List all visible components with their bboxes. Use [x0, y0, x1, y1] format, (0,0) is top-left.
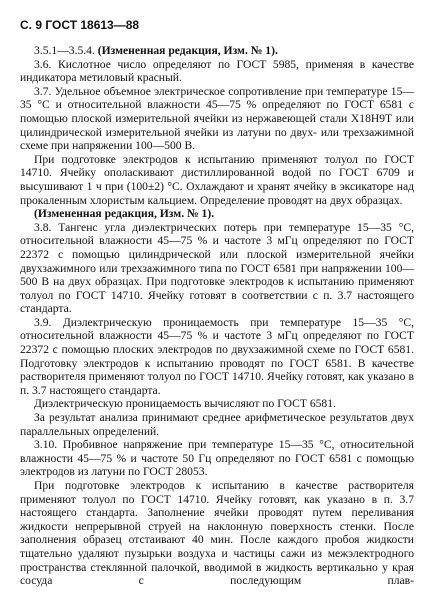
paragraph-3-6: 3.6. Кислотное число определяют по ГОСТ 5985, применяя в качестве индикатора метиловый красный. [20, 57, 414, 85]
paragraph-3-9-result: За результат анализа принимают среднее арифметическое результатов двух параллельных определений. [20, 411, 414, 438]
paragraph-3-7-preparation: При подготовке электродов к испытанию применяют толуол по ГОСТ 14710. Ячейку ополаскивают дистиллированной водой по ГОСТ 6709 и высушивают 1 ч при (100±2) °С. Охлаждают и хранят ячейку в эксикаторе над прокаленным хлористым кальцием. Определение проводят на двух образцах. [20, 152, 414, 207]
page-header: С. 9 ГОСТ 18613—88 [20, 18, 140, 32]
paragraph-3-7: 3.7. Удельное объемное электрическое сопротивление при температуре 15—35 °С и относительной влажности 45—75 % определяют по ГОСТ 6581 с помощью плоской измерительной ячейки из нержавеющей стали Х18Н9Т или цилиндрической измерительной ячейки из латуни по двух- или трехзажимной схеме при напряжении 100—500 В. [20, 84, 414, 153]
paragraph-text: 3.5.1—3.5.4. [34, 44, 98, 57]
amendment-note: (Измененная редакция, Изм. № 1). [97, 44, 278, 57]
paragraph-3-8: 3.8. Тангенс угла диэлектрических потерь при температуре 15—35 °С, относительной влажности 45—75 % и частоте 3 мГц определяют по ГОСТ 22372 с помощью цилиндрической или плоской измерительной ячейки двухзажимного или трехзажимного типа по ГОСТ 6581 при напряжении 100—500 В на двух образцах. При подготовке электродов к испытанию применяют толуол по ГОСТ 14710. Ячейку готовят в соответствии с п. 3.7 настоящего стандарта. [20, 220, 414, 316]
document-page [20, 18, 414, 588]
paragraph-amendment [20, 207, 414, 221]
paragraph-3-5 [20, 44, 414, 58]
paragraph-3-10-preparation: При подготовке электродов к испытанию в качестве растворителя применяют толуол по ГОСТ 14710. Ячейку готовят, как указано в п. 3.7 настоящего стандарта. Заполнение ячейки проводят путем переливания жидкости непрерывной струей на наклонную поверхность стенки. После заполнения образец отстаивают 40 мин. После каждого пробоя жидкости тщательно удаляют пузырьки воздуха и частицы сажи из межэлектродного пространства стеклянной палочкой, вводимой в жидкость вертикально у края сосуда с последующим плав- [20, 479, 414, 588]
paragraph-3-10: 3.10. Пробивное напряжение при температуре 15—35 °С, относительной влажности 45—75 % и частоте 50 Гц определяют по ГОСТ 6581 с помощью электродов из латуни по ГОСТ 28053. [20, 438, 414, 479]
paragraph-3-9: 3.9. Диэлектрическую проницаемость при температуре 15—35 °С, относительной влажности 45—75 % и частоте 3 мГц определяют по ГОСТ 22372 с помощью плоских электродов по двухзажимной схеме по ГОСТ 6581. Подготовку электродов к испытанию проводят по ГОСТ 6581. В качестве растворителя применяют толуол по ГОСТ 14710. Ячейку готовят, как указано в п. 3.7 настоящего стандарта. [20, 315, 414, 397]
amendment-note: (Измененная редакция, Изм. № 1). [34, 207, 215, 221]
paragraph-3-9-calc: Диэлектрическую проницаемость вычисляют по ГОСТ 6581. [34, 397, 336, 411]
